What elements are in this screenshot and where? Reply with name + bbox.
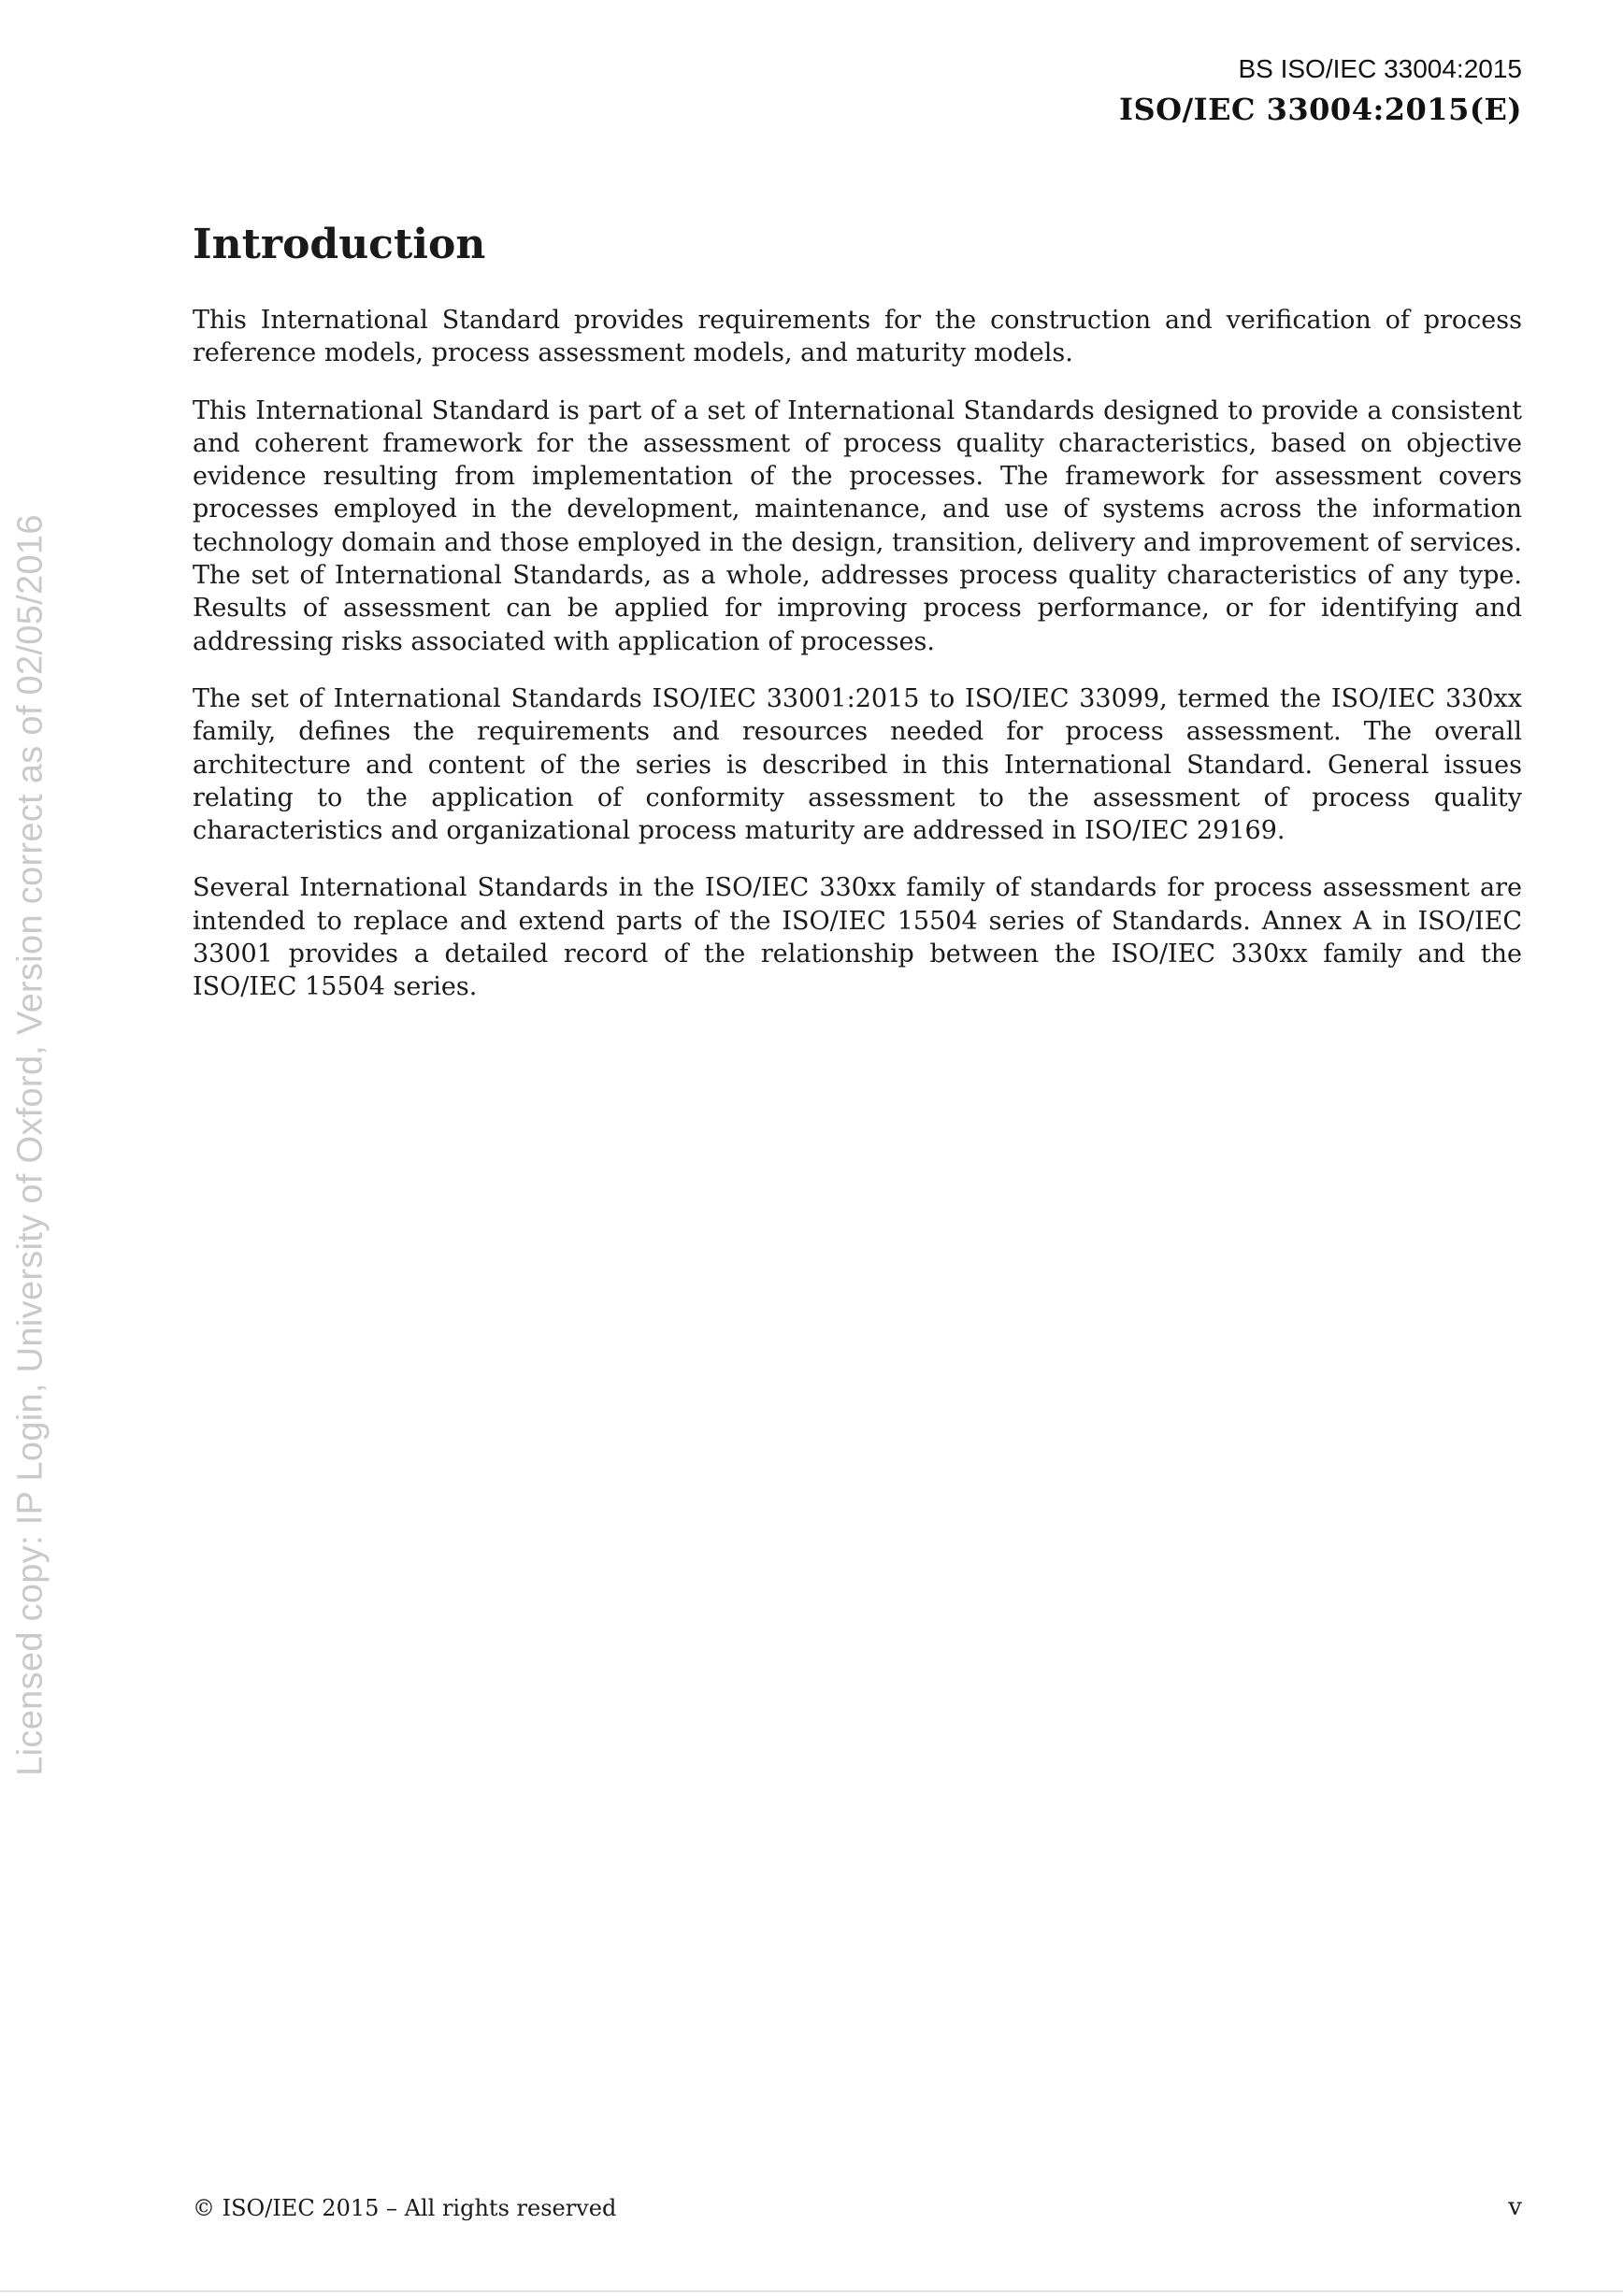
- page-number: v: [1508, 2193, 1522, 2221]
- iso-standard-designation: ISO/IEC 33004:2015(E): [1119, 92, 1522, 127]
- bs-standard-designation: BS ISO/IEC 33004:2015: [1238, 54, 1522, 83]
- paragraph-2: This International Standard is part of a set of International Standards designed to provide a consistent and coherent framework for the assessment of process quality characteristics, based on objective evidence resulting from implementation of the processes. The framework for assessment covers processes employed in the development, maintenance, and use of systems across the information technology domain and those employed in the design, transition, delivery and improvement of services. The set of International Standards, as a whole, addresses process quality characteristics of any type. Results of assessment can be applied for improving process performance, or for identifying and addressing risks associated with application of processes.: [193, 395, 1522, 656]
- paragraph-4: Several International Standards in the ISO/IEC 330xx family of standards for process assessment are intended to replace and extend parts of the ISO/IEC 15504 series of Standards. Annex A in ISO/IEC 33001 provides a detailed record of the relationship between the ISO/IEC 330xx family and the ISO/IEC 15504 series.: [193, 873, 1522, 1002]
- copyright-notice: © ISO/IEC 2015 – All rights reserved: [193, 2195, 617, 2221]
- paragraph-3: The set of International Standards ISO/IEC 33001:2015 to ISO/IEC 33099, termed the ISO/IEC 330xx family, defines the requirements and resources needed for process assessment. The overall architecture and content of the series is described in this International Standard. General issues relating to the application of conformity assessment to the assessment of process quality characteristics and organizational process maturity are addressed in ISO/IEC 29169.: [193, 683, 1522, 846]
- main-content: [193, 221, 1522, 1028]
- page-title: Introduction: [193, 221, 486, 268]
- paragraph-1: This International Standard provides requirements for the construction and verification of process reference models, process assessment models, and maturity models.: [193, 306, 1522, 368]
- license-watermark: Licensed copy: IP Login, University of Oxford, Version correct as of 02/05/2016: [10, 514, 50, 1776]
- page-bottom-divider: [0, 2290, 1623, 2292]
